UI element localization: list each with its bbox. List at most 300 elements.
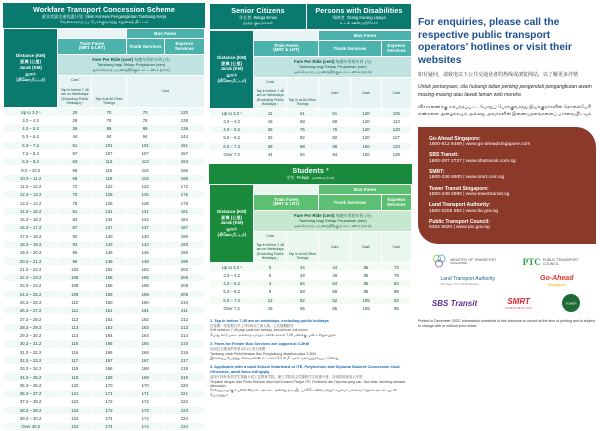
pwd-title-banner [306,4,411,30]
fare-value: 25 [254,125,286,133]
fare-value: 49 [286,271,318,279]
distance-band: 33.3 – 34.2 [4,365,58,373]
distance-band: 28.3 – 29.2 [4,323,58,331]
mot-name: MINISTRY OF TRANSPORT [450,258,497,263]
students-title-ta: மாணவர்கள் [311,175,335,181]
fare-value: 105 [351,296,381,304]
fare-value: 128 [92,199,126,207]
fare-value: 94 [319,150,351,158]
distance-band: 3.3 – 4.2 [210,117,254,125]
distance-band: 34.3 – 35.2 [4,373,58,381]
students-col-card-2 [286,231,318,263]
enquiries-panel [414,0,600,425]
contact-value[interactable]: 6354 9020 | www.ptc.gov.sg [429,225,490,231]
senior-fare-ta: ஒவ்வொரு பயணத்திற்கும் கட்டணம் (காசு) [294,69,372,75]
table-row [4,356,205,364]
table-row [210,304,412,312]
fare-per-ride-ms: Tambang bagi Setiap Perjalanan (sen) [97,62,166,68]
distance-band: Up to 3.2 ¹ [210,263,254,271]
fare-value: 28 [58,116,92,124]
senior-card-label-1: Card [266,79,274,84]
table-row [4,290,205,298]
fare-value: 61 [286,109,318,117]
logo-smrt [505,297,532,310]
fare-value: 68 [286,117,318,125]
logo-go-ahead [540,275,573,287]
distance-band: 15.3 – 16.2 [4,216,58,224]
fare-per-ride-en: Fare Per Ride (cent) [92,56,133,62]
distance-label-en: Distance (KM) [15,53,46,59]
senior-distance-label-en: Distance (KM) [217,54,247,60]
senior-tap-early: Tap in before 7.45 am on Weekdays (Excluding Public Holidays) ¹ [256,88,285,107]
footnote-ms: Terpakai dengan Kad Pintar Sekolah atau Kad Konsesi Pelajar ITE, Politeknik dan Diploma yang sah. Jika tidak, tambang dewasa dikenakan. [210,379,406,388]
smrt-name: SMRT [507,296,530,306]
fare-value: 219 [164,373,204,381]
fare-per-ride-label [58,54,205,75]
fare-value: 172 [92,398,126,406]
fare-value: 163 [92,323,126,331]
fare-value: 65 [319,304,351,312]
senior-title-cn: 年长者 [238,15,252,21]
logo-ptc [523,257,583,267]
table-row [4,249,205,257]
fare-value: 65 [286,304,318,312]
contact-item[interactable] [429,136,586,149]
table-row [4,373,205,381]
table-row [4,166,205,174]
fare-value: 149 [92,257,126,265]
contact-item[interactable] [429,169,586,182]
train-fares-sub: (MRT & LRT) [78,45,105,51]
fare-value: 106 [381,109,411,117]
fare-value: 134 [126,216,164,224]
students-distance-label-cn: 距离 (公里) [221,214,243,220]
fare-value: 193 [164,240,204,248]
footnote [210,342,411,360]
students-distance-label-ta2: (கிலோமீட்டர்) [217,232,246,238]
footnote [210,319,411,337]
fare-value: 140 [92,232,126,240]
table-row [4,207,205,215]
fare-value: 101 [126,141,164,149]
fare-value: 84 [381,279,411,287]
middle-column [207,0,414,425]
fare-value: 87 [58,224,92,232]
contact-item[interactable] [429,202,586,215]
distance-band: 5.3 – 6.2 [210,134,254,142]
distance-band: 6.3 – 7.2 [210,142,254,150]
students-distance-label-en: Distance (KM) [217,208,247,214]
fare-value: 44 [319,263,351,271]
fare-value: 164 [126,331,164,339]
bus-fares-header: Bus Fares [126,28,204,38]
fare-value: 137 [92,224,126,232]
fare-value: 107 [92,149,126,157]
senior-fare-en: Fare Per Ride (cent) [293,58,335,64]
fare-value: 12 [254,296,286,304]
fare-value: 105 [351,304,381,312]
fare-value: 175 [164,191,204,199]
table-row [4,191,205,199]
fare-value: 119 [126,174,164,182]
fare-value: 85 [351,288,381,296]
footnote-cn: 在星期一至星期五早上7时45分之前入闸，公共假期除外 [210,323,294,328]
distance-band: 14.3 – 15.2 [4,207,58,215]
contact-name: Go-Ahead Singapore: [429,135,481,142]
fare-value: 174 [126,414,164,422]
students-col-card-1 [254,231,286,263]
fare-value: 161 [92,307,126,315]
distance-band: 10.3 – 11.2 [4,174,58,182]
fare-value: 112 [58,315,92,323]
fare-value: 217 [164,356,204,364]
fare-value: 20 [58,108,92,116]
fare-value: 162 [126,315,164,323]
fare-value: 70 [92,108,126,116]
footnote-ms: Griti sebelum 7.45 pagi pada hari bekerja, kecuali hari cuti umum [210,328,308,333]
distance-band: 5.3 – 6.2 [210,288,254,296]
fare-value: 59 [286,288,318,296]
table-row [4,265,205,273]
pwd-title-en: Persons with Disabilities [315,6,403,15]
fare-value: 125 [126,191,164,199]
fare-value: 120 [164,108,204,116]
table-row [4,398,205,406]
fare-value: 221 [164,389,204,397]
fare-value: 151 [164,141,204,149]
students-express-header: Express Services [381,195,411,211]
fare-value: 78 [92,116,126,124]
distance-label-ms: Jarak (KM) [19,64,42,70]
students-bus-fares-header: Bus Fares [319,184,412,194]
fare-per-ride-ta: ஒவ்வொரு பயணத்திற்கும் கட்டணம் (காசு) [92,67,170,73]
distance-band: 25.3 – 26.2 [4,298,58,306]
fare-value: 44 [254,150,286,158]
fare-value: 158 [92,282,126,290]
students-card-label-1: Card [266,233,274,238]
fare-value: 159 [92,290,126,298]
fare-value: 163 [164,158,204,166]
students-fare-ms: Tambang bagi Setiap Perjalanan (sen) [298,218,367,224]
distance-band: 17.3 – 18.2 [4,232,58,240]
distance-band: 3.3 – 4.2 [4,116,58,124]
pwd-title-cn: 残障者 [332,15,345,21]
fare-value: 160 [126,298,164,306]
footnotes [209,319,412,397]
tap-in-other-label: Tap in at All Other Timings [95,96,123,106]
fare-value: 88 [286,142,318,150]
fare-value: 146 [126,249,164,257]
fare-value: 209 [164,290,204,298]
distance-band: Over 7.2 [210,150,254,158]
fare-value: 38 [254,142,286,150]
fare-value: 85 [351,263,381,271]
fare-per-ride-cn: 每趟车资的车资 (分) [134,56,170,62]
table-row [4,232,205,240]
fare-value: 155 [92,274,126,282]
contact-item[interactable] [429,219,586,232]
table-row [210,279,412,287]
fare-value: 113 [126,158,164,166]
senior-trunk-header: Trunk Services [319,41,382,57]
wtcs-title-cn: 就业奖励交通优惠计划 [41,14,83,20]
fare-value: 109 [58,290,92,298]
contact-value[interactable]: 1800-2255 582 | www.lta.gov.sg [429,208,499,214]
fare-value: 116 [92,166,126,174]
fare-value: 190 [164,232,204,240]
wtcs-title-ta: வேலைவாய்ப்பு போக்குவரத்து சலுகைத் திட்டம் [59,19,149,25]
senior-fare-per-ride-label [254,56,412,77]
contact-value[interactable]: 1800-248 0980 | www.towertransit.sg [429,192,510,198]
table-row [4,257,205,265]
table-row [4,423,205,431]
ptc-mark: PTC [522,256,541,267]
table-row [4,348,205,356]
distance-band: 24.3 – 25.2 [4,290,58,298]
fare-value: 68 [319,117,351,125]
senior-train-fares-header [254,41,319,57]
contacts-box [418,127,596,245]
wtcs-title-en: Workfare Transport Concession Scheme [32,5,176,14]
contact-value[interactable]: 1800-287 2727 | www.sbstransit.com.sg [429,158,516,164]
fare-value: 82 [286,134,318,142]
table-row [4,116,205,124]
table-row [210,296,412,304]
fare-value: 93 [58,240,92,248]
mot-sub: SINGAPORE [450,261,467,266]
fare-value: 131 [126,207,164,215]
students-fare-cn: 每趟车资的车资 (分) [335,212,372,218]
senior-rows-body [210,109,412,159]
ptc-name: PUBLIC TRANSPORT COUNCIL [542,257,579,266]
distance-band: 29.3 – 30.2 [4,331,58,339]
fare-value: 105 [58,274,92,282]
fare-value: 128 [126,199,164,207]
table-row [210,109,412,117]
fare-value: 155 [126,274,164,282]
table-row [4,282,205,290]
distance-band: 4.3 – 5.2 [210,125,254,133]
fare-value: 75 [319,125,351,133]
logos-section [418,254,596,329]
fare-value: 70 [126,108,164,116]
senior-col-card-4: Card [381,77,411,109]
fare-value: 86 [126,124,164,132]
distance-band: 37.3 – 38.2 [4,398,58,406]
table-row [210,134,412,142]
fare-value: 120 [381,125,411,133]
students-title-ms: Pelajar [296,175,310,181]
distance-band: 7.3 – 8.2 [4,149,58,157]
footnote [210,365,411,397]
fare-value: 212 [164,315,204,323]
enquiry-headline: For enquiries, please call the respective public transport operators’ hotlines or visit their websites [418,17,572,66]
distance-band: 27.3 – 28.2 [4,315,58,323]
fare-value: 101 [92,141,126,149]
col-card-2 [92,75,126,108]
fare-value: 11 [254,109,286,117]
fare-value: 102 [58,265,92,273]
senior-distance-label-ta2: (கிலோமீட்டர்) [217,78,246,84]
fare-value: 174 [92,414,126,422]
table-row [4,274,205,282]
fare-value: 178 [164,199,204,207]
express-services-header: Express Services [164,39,204,55]
fare-value: 54 [319,279,351,287]
wtcs-section [0,0,207,430]
fare-value: 0 [254,271,286,279]
students-distance-header-cell [210,184,254,263]
fare-value: 163 [126,323,164,331]
distance-band: 18.3 – 19.2 [4,240,58,248]
table-row [4,199,205,207]
table-row [4,323,205,331]
fare-value: 144 [164,133,204,141]
contact-item[interactable] [429,152,586,165]
distance-label-ta2: (கிலோமீட்டர்) [16,76,45,82]
fare-value: 51 [58,141,92,149]
table-row [4,315,205,323]
fare-value: 66 [58,166,92,174]
distance-band: Over 40.2 [4,423,58,431]
table-row [4,340,205,348]
col-card-3 [126,75,204,108]
fare-value: 120 [351,134,381,142]
fare-value: 75 [58,191,92,199]
fare-value: 137 [126,224,164,232]
goahead-sub: Singapore [547,282,566,288]
senior-pwd-banner-table [209,3,412,30]
contact-name: Tower Transit Singapore: [429,185,489,192]
table-row [4,298,205,306]
fare-value: 167 [126,356,164,364]
table-row [4,174,205,182]
senior-fare-table [209,30,412,159]
footnote-ta: பொது விடுமுறை அல்லாத வாரநாட்களில் காலை 7.45 மணிக்கு முன் உள்நுழைதல் [210,332,336,337]
table-row [4,182,205,190]
senior-distance-label-cn: 距离 (公里) [221,60,243,66]
distance-band: 12.3 – 13.2 [4,191,58,199]
fare-value: 61 [319,109,351,117]
senior-col-card-1 [254,77,286,109]
distance-band: 38.3 – 39.2 [4,406,58,414]
logo-tower-transit [560,293,582,313]
tower-name: TOWER [565,301,577,306]
fare-value: 94 [126,133,164,141]
lta-tagline: We Keep Your World Moving [440,281,479,286]
table-row [210,263,412,271]
fare-value: 95 [381,304,411,312]
fare-value: 160 [92,298,126,306]
table-row [4,406,205,414]
contact-value[interactable]: 1800-812 6469 | www.go-aheadsingapore.com [429,142,531,148]
fare-value: 74 [381,263,411,271]
fare-value: 159 [126,290,164,298]
students-fare-per-ride-label [254,210,412,231]
table-row [210,142,412,150]
senior-col-card-3: Card [319,77,351,109]
fare-value: 36 [58,124,92,132]
distance-header-cell [4,28,58,108]
fare-value: 62 [286,296,318,304]
students-distance-label-ms: Jarak (KM) [220,220,243,226]
fare-value: 96 [58,249,92,257]
students-fare-table [209,184,412,313]
fare-value: 140 [126,232,164,240]
students-train-fares-header [254,195,319,211]
fare-value: 120 [58,381,92,389]
distance-band: 22.3 – 23.2 [4,274,58,282]
pwd-title-ms: Orang Kurang Upaya [346,15,386,21]
fare-value: 223 [164,406,204,414]
fare-value: 107 [126,149,164,157]
fare-value: 139 [381,150,411,158]
senior-title-banner [210,4,307,30]
senior-title-ta: மூத்த குடிமக்கள் [242,20,274,26]
fare-value: 216 [164,348,204,356]
students-col-card-4: Card [381,231,411,263]
distance-band: 4.3 – 5.2 [4,124,58,132]
fare-value: 150 [351,142,381,150]
fare-value: 57 [58,149,92,157]
enquiry-cn: 如有疑问，请致电以下公共交通业者的热线或浏览网站，以了解更多详情 [418,72,579,79]
distance-band: Up to 3.2 ¹ [4,108,58,116]
fare-value: 118 [58,365,92,373]
fare-value: 90 [58,232,92,240]
fare-value: 199 [164,257,204,265]
fare-value: 4 [254,279,286,287]
fare-value: 208 [164,282,204,290]
fare-value: 166 [126,348,164,356]
fare-value: 63 [58,158,92,166]
fare-value: 88 [319,142,351,150]
fare-value: 214 [164,331,204,339]
fare-value: 134 [92,216,126,224]
fare-value: 136 [164,124,204,132]
footnote-en: 3. Applicable with a valid School Smartcard or ITE, Polytechnic and Diploma Student Concession Card. Otherwise, adult fares will apply. [210,364,401,375]
distance-band: 6.3 – 7.2 [210,296,254,304]
fare-value: 82 [319,134,351,142]
fare-value: 210 [164,298,204,306]
table-row [4,307,205,315]
fare-value: 32 [254,134,286,142]
fare-value: 18 [254,117,286,125]
distance-label-ta: தூரம் [25,70,36,76]
goahead-name: Go-Ahead [540,275,574,283]
contact-item[interactable] [429,186,586,199]
fare-value: 78 [126,116,164,124]
fare-value: 116 [58,348,92,356]
fare-value: 122 [126,182,164,190]
fare-value: 168 [126,365,164,373]
students-title-cn: 学生 [286,175,295,181]
distance-band: 3.3 – 4.2 [210,271,254,279]
senior-train-label: Train Fares [273,43,299,49]
distance-band: 9.3 – 10.2 [4,166,58,174]
contact-value[interactable]: 1800-336 8900 | www.smrt.com.sg [429,175,505,181]
distance-band: Up to 3.2 ¹ [210,109,254,117]
distance-band: 5.3 – 6.2 [4,133,58,141]
fare-value: 113 [58,323,92,331]
distance-label-cn: 距离 (公里) [20,59,41,65]
fare-value: 125 [92,191,126,199]
fare-value: 120 [351,109,381,117]
fare-value: 222 [164,398,204,406]
fare-value: 59 [319,288,351,296]
fare-value: 158 [126,282,164,290]
fare-value: 128 [164,116,204,124]
fare-value: 115 [58,340,92,348]
